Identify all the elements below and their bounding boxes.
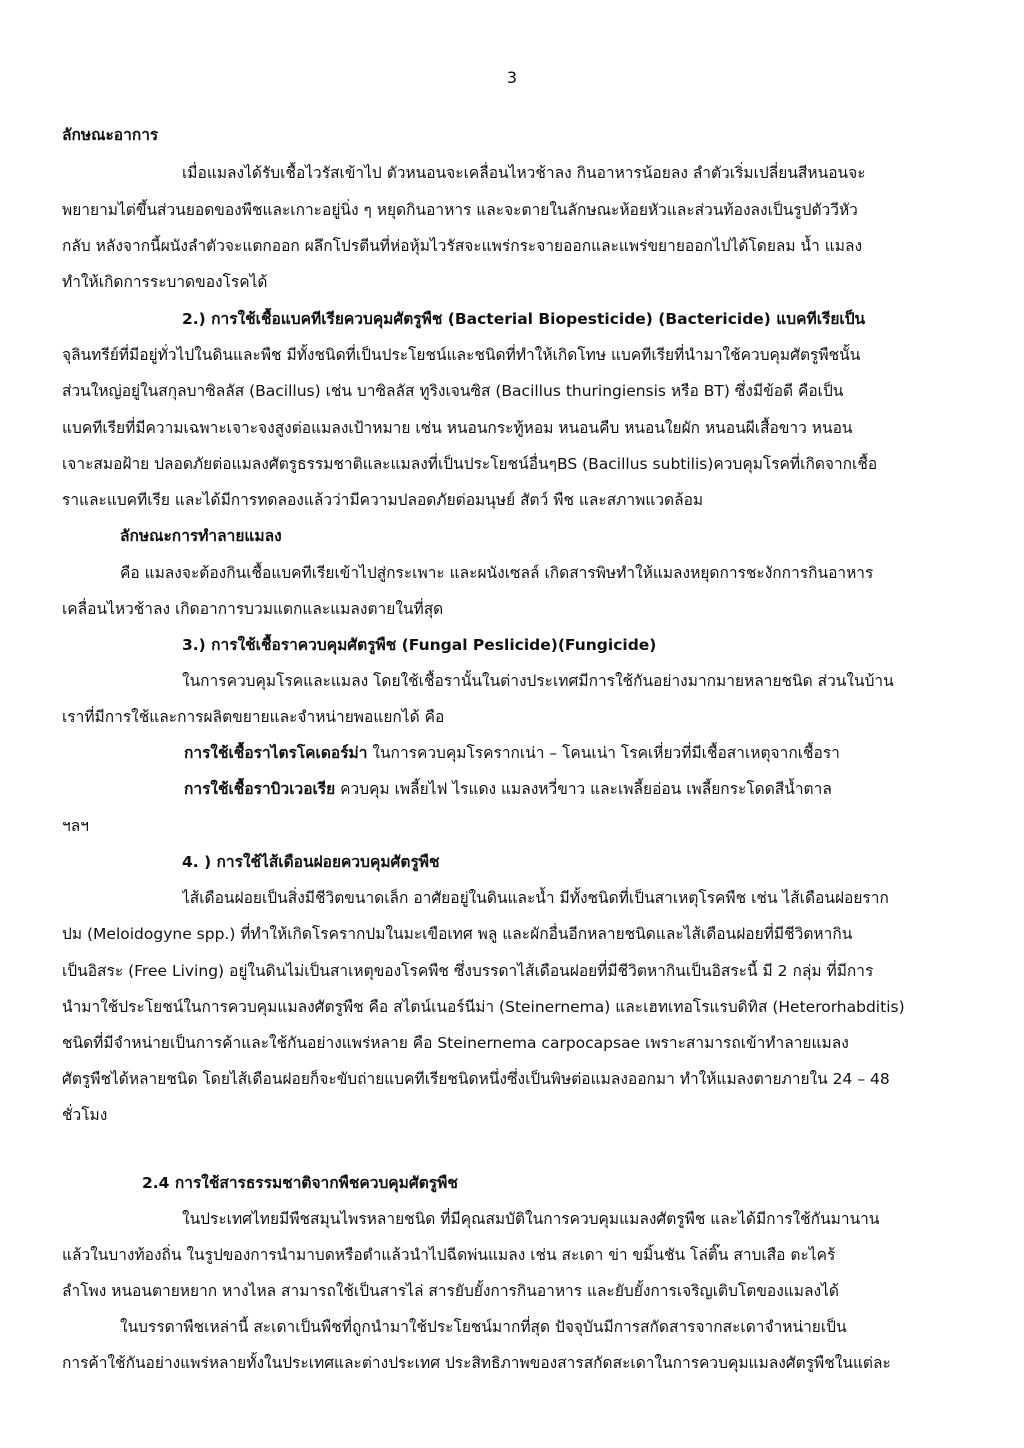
text-line: ในบรรดาพืชเหล่านี้ สะเดาเป็นพืชที่ถูกนำมาใช้ประโยชน์มากที่สุด ปัจจุบันมีการสกัดสารจากสะเดาจำหน่ายเป็น [120, 1318, 847, 1336]
section-heading: 3.) การใช้เชื้อราควบคุมศัตรูพืช (Fungal Peslicide)(Fungicide) [182, 636, 657, 654]
section-heading: ลักษณะอาการ [62, 126, 159, 144]
section-heading: 4. ) การใช้ไส้เดือนฝอยควบคุมศัตรูพืช [182, 853, 440, 871]
text-line: การใช้เชื้อราบิวเวอเรีย ควบคุม เพลี้ยไฟ ไรแดง แมลงหวี่ขาว และเพลี้ยอ่อน เพลี้ยกระโดดสีน้ำตาล [184, 780, 832, 798]
text-line: เจาะสมอฝ้าย ปลอดภัยต่อแมลงศัตรูธรรมชาติและแมลงที่เป็นประโยชน์อื่นๆBS (Bacillus subtilis)ควบคุมโรคที่เกิดจากเชื้อ [62, 455, 878, 473]
text-line: จุลินทรีย์ที่มีอยู่ทั่วไปในดินและพืช มีทั้งชนิดที่เป็นประโยชน์และชนิดที่ทำให้เกิดโทษ แบคทีเรียที่นำมาใช้ควบคุมศัตรูพืชนั้น [62, 346, 861, 364]
text-line: ศัตรูพืชได้หลายชนิด โดยไส้เดือนฝอยก็จะขับถ่ายแบคทีเรียชนิดหนึ่งซึ่งเป็นพิษต่อแมลงออกมา ทำให้แมลงตายภายใน 24 – 48 [62, 1070, 890, 1088]
text-line: เมื่อแมลงได้รับเชื้อไวรัสเข้าไป ตัวหนอนจะเคลื่อนไหวช้าลง กินอาหารน้อยลง ลำตัวเริ่มเปลี่ยนสีหนอนจะ [182, 164, 866, 182]
text-line: แบคทีเรียที่มีความเฉพาะเจาะจงสูงต่อแมลงเป้าหมาย เช่น หนอนกระทู้หอม หนอนคืบ หนอนใยผัก หนอนผีเสื้อขาว หนอน [62, 419, 853, 437]
text-line: ส่วนใหญ่อยู่ในสกุลบาซิลลัส (Bacillus) เช่น บาซิลลัส ทูริงเจนซิส (Bacillus thuringiensis หรือ BT) ซึ่งมีข้อดี คือเป็น [62, 382, 844, 400]
text-line: ไส้เดือนฝอยเป็นสิ่งมีชีวิตขนาดเล็ก อาศัยอยู่ในดินและน้ำ มีทั้งชนิดที่เป็นสาเหตุโรคพืช เช่น ไส้เดือนฝอยราก [182, 889, 889, 907]
text-line: เราที่มีการใช้และการผลิตขยายและจำหน่ายพอแยกได้ คือ [62, 708, 445, 726]
text-line: กลับ หลังจากนี้ผนังลำตัวจะแตกออก ผลึกโปรตีนที่ห่อหุ้มไวรัสจะแพร่กระจายออกและแพร่ขยายออกไปได้โดยลม น้ำ แมลง [62, 237, 863, 255]
section-heading: ลักษณะการทำลายแมลง [120, 527, 282, 545]
text-line: ปม (Meloidogyne spp.) ที่ทำให้เกิดโรครากปมในมะเขือเทศ พลู และผักอื่นอีกหลายชนิดและไส้เดือนฝอยที่มีชีวิตหากิน [62, 925, 853, 943]
section-heading: 2.) การใช้เชื้อแบคทีเรียควบคุมศัตรูพืช (Bacterial Biopesticide) (Bactericide) แบคทีเรียเป็น [182, 310, 866, 328]
page-number: 3 [506, 68, 518, 87]
text-line: ลำโพง หนอนตายหยาก หางไหล สามารถใช้เป็นสารไล่ สารยับยั้งการกินอาหาร และยับยั้งการเจริญเติบโตของแมลงได้ [62, 1282, 839, 1300]
text-line: ในการควบคุมโรคและแมลง โดยใช้เชื้อรานั้นในต่างประเทศมีการใช้กันอย่างมากมายหลายชนิด ส่วนในบ้าน [182, 672, 894, 690]
text-line: แล้วในบางท้องถิ่น ในรูปของการนำมาบดหรือตำแล้วนำไปฉีดพ่นแมลง เช่น สะเดา ข่า ขมิ้นชัน โล่ติ๊น สาบเสือ ตะไคร้ [62, 1246, 836, 1264]
text-line: ชั่วโมง [62, 1106, 108, 1124]
text-line: เคลื่อนไหวช้าลง เกิดอาการบวมแตกและแมลงตายในที่สุด [62, 600, 444, 618]
text-line: นำมาใช้ประโยชน์ในการควบคุมแมลงศัตรูพืช คือ สไตน์เนอร์นีม่า (Steinernema) และเฮทเทอโรแรบดิทิส (Heterorhabditis) [62, 998, 905, 1016]
text-line: ราและแบคทีเรีย และได้มีการทดลองแล้วว่ามีความปลอดภัยต่อมนุษย์ สัตว์ พืช และสภาพแวดล้อม [62, 491, 704, 509]
section-heading: 2.4 การใช้สารธรรมชาติจากพืชควบคุมศัตรูพืช [142, 1174, 458, 1192]
text-line: การค้าใช้กันอย่างแพร่หลายทั้งในประเทศและต่างประเทศ ประสิทธิภาพของสารสกัดสะเดาในการควบคุมแมลงศัตรูพืชในแต่ละ [62, 1354, 891, 1372]
text-line: เป็นอิสระ (Free Living) อยู่ในดินไม่เป็นสาเหตุของโรคพืช ซึ่งบรรดาไส้เดือนฝอยที่มีชีวิตหากินเป็นอิสระนี้ มี 2 กลุ่ม ที่มีการ [62, 962, 874, 980]
text-line: ในประเทศไทยมีพืชสมุนไพรหลายชนิด ที่มีคุณสมบัติในการควบคุมแมลงศัตรูพืช และได้มีการใช้กันมานาน [182, 1210, 880, 1228]
text-line: ทำให้เกิดการระบาดของโรคได้ [62, 273, 268, 291]
text-line: พยายามไต่ขึ้นส่วนยอดของพืชและเกาะอยู่นิ่ง ๆ หยุดกินอาหาร และจะตายในลักษณะห้อยหัวและส่วนท้องลงเป็นรูปตัววีหัว [62, 201, 858, 219]
text-line: ชนิดที่มีจำหน่ายเป็นการค้าและใช้กันอย่างแพร่หลาย คือ Steinernema carpocapsae เพราะสามารถเข้าทำลายแมลง [62, 1034, 849, 1052]
text-line: การใช้เชื้อราไตรโคเดอร์ม่า ในการควบคุมโรครากเน่า – โคนเน่า โรคเหี่ยวที่มีเชื้อสาเหตุจากเชื้อรา [184, 744, 840, 762]
text-line: ฯลฯ [62, 817, 89, 835]
text-line: คือ แมลงจะต้องกินเชื้อแบคทีเรียเข้าไปสู่กระเพาะ และผนังเซลล์ เกิดสารพิษทำให้แมลงหยุดการชะงักการกินอาหาร [120, 564, 874, 582]
